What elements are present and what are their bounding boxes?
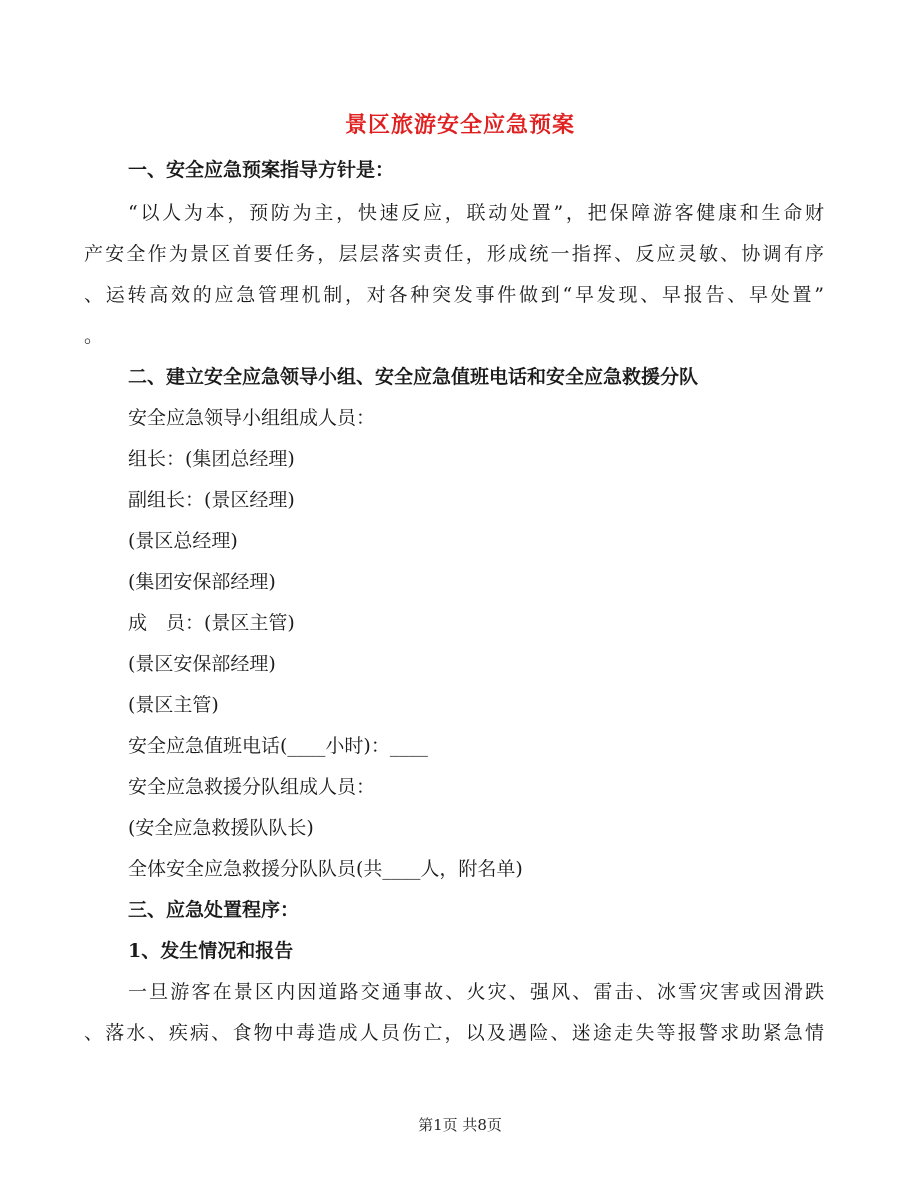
page-footer: 第1页 共8页	[418, 1116, 502, 1134]
section1-para-line1: “以人为本，预防为主，快速反应，联动处置”，把保障游客健康和生命财	[128, 202, 824, 224]
section1-para-line4: 。	[84, 325, 104, 347]
section3-heading: 三、应急处置程序：	[128, 899, 300, 921]
section1-para-line3: 、运转高效的应急管理机制，对各种突发事件做到“早发现、早报告、早处置”	[84, 284, 824, 306]
deputy-line: 副组长：(景区经理)	[128, 489, 295, 511]
section1-heading: 一、安全应急预案指导方针是：	[128, 159, 395, 181]
hotline-line: 安全应急值班电话(____小时)：____	[128, 735, 428, 757]
rescue-intro: 安全应急救援分队组成人员：	[128, 776, 376, 798]
rescue-leader-line: (安全应急救援队队长)	[128, 817, 314, 839]
rescue-members-line: 全体安全应急救援分队队员(共____人，附名单)	[128, 858, 523, 880]
leader-line: 组长：(集团总经理)	[128, 448, 295, 470]
member-line-2: (景区安保部经理)	[128, 653, 276, 675]
section3-para-line1: 一旦游客在景区内因道路交通事故、火灾、强风、雷击、冰雪灾害或因滑跌	[128, 981, 824, 1003]
deputy-line-3: (集团安保部经理)	[128, 571, 276, 593]
section2-heading: 二、建立安全应急领导小组、安全应急值班电话和安全应急救援分队	[128, 366, 699, 388]
member-line-3: (景区主管)	[128, 694, 219, 716]
section3-sub1-heading: 1、发生情况和报告	[128, 940, 294, 962]
section3-para-line2: 、落水、疾病、食物中毒造成人员伤亡，以及遇险、迷途走失等报警求助紧急情	[84, 1022, 824, 1044]
leader-group-intro: 安全应急领导小组组成人员：	[128, 407, 376, 429]
document-title: 景区旅游安全应急预案	[344, 112, 575, 138]
member-line: 成 员：(景区主管)	[128, 612, 295, 634]
section1-para-line2: 产安全作为景区首要任务，层层落实责任，形成统一指挥、反应灵敏、协调有序	[84, 243, 824, 265]
deputy-line-2: (景区总经理)	[128, 530, 238, 552]
